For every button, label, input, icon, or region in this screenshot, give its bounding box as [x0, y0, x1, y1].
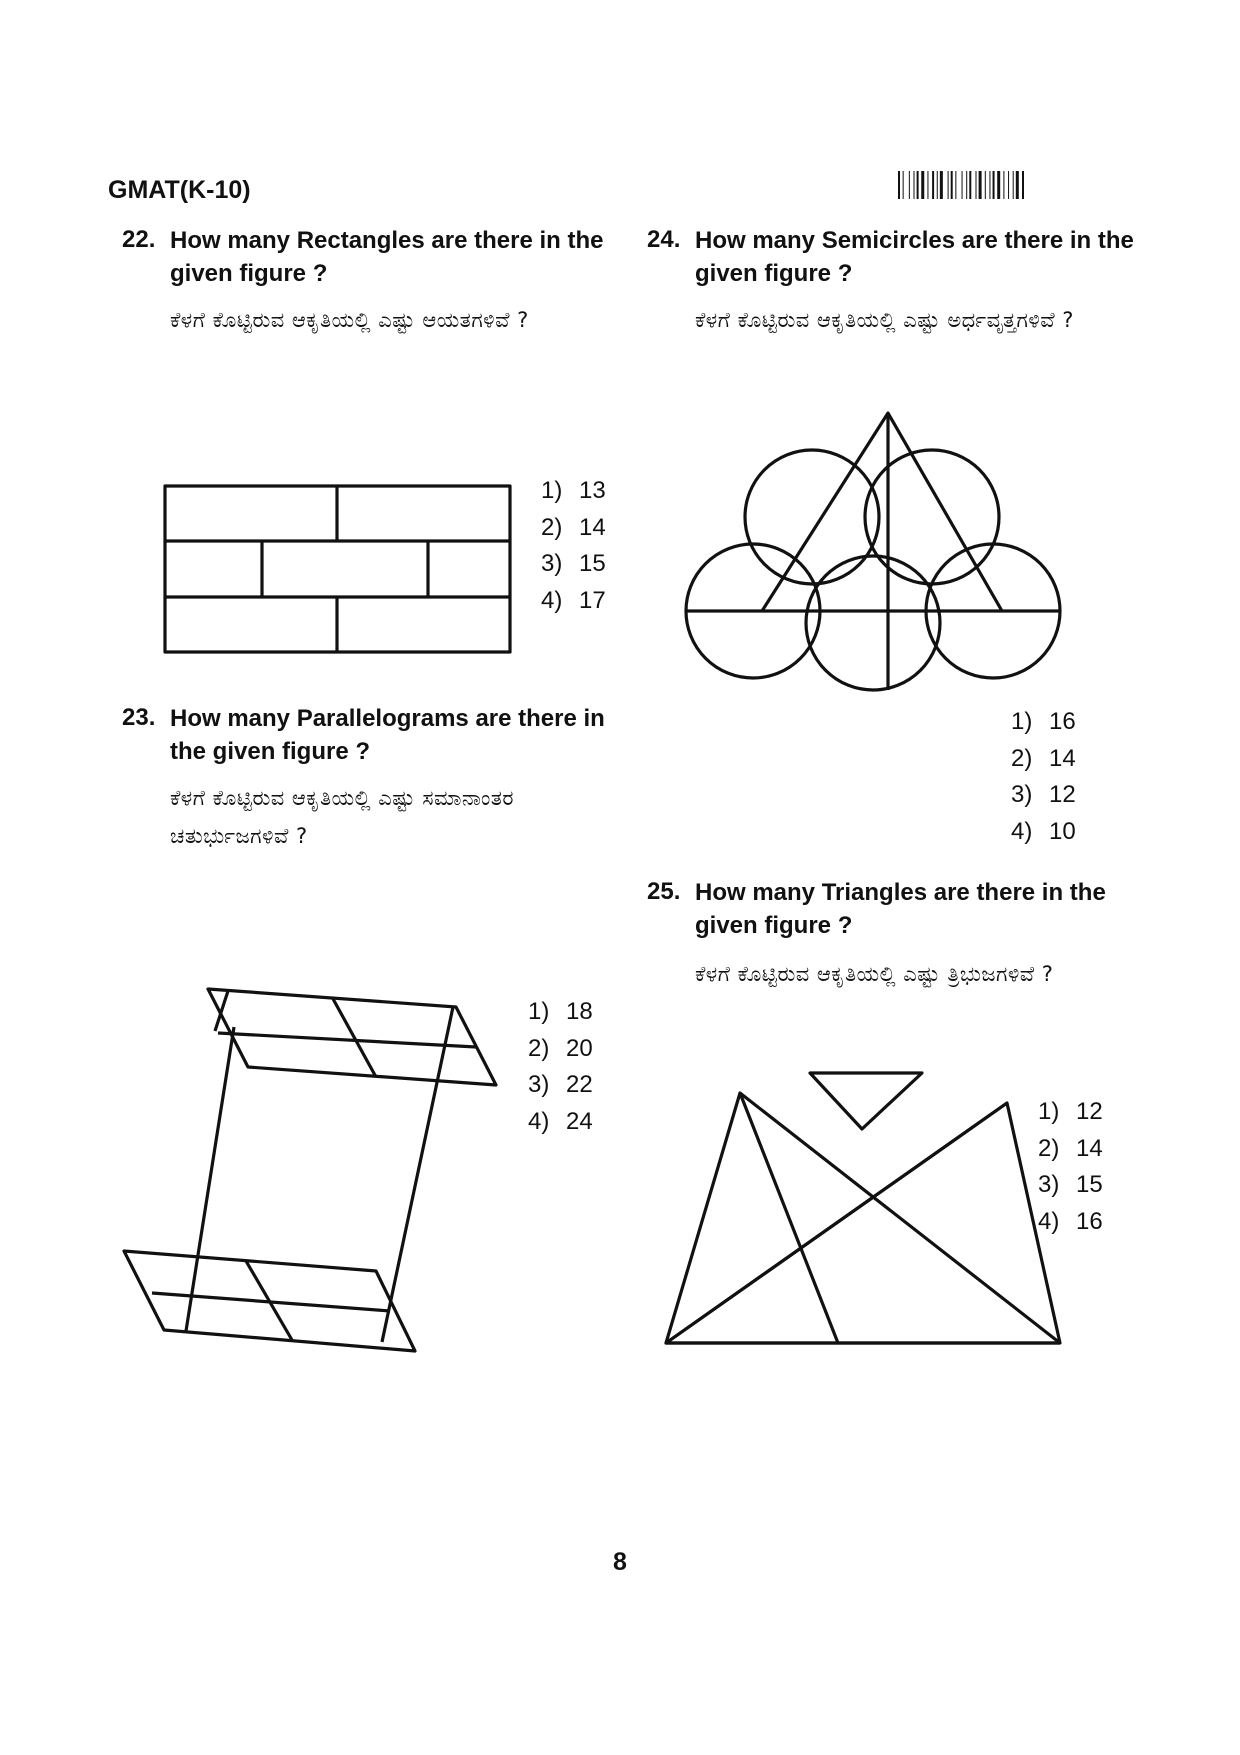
- semicircles-figure: [680, 405, 1090, 695]
- question-24-number: 24.: [647, 226, 681, 253]
- question-25-options: [1038, 1094, 1103, 1240]
- question-25-number: 25.: [647, 878, 681, 905]
- question-23-number: 23.: [122, 704, 156, 731]
- barcode-icon: [898, 171, 1108, 199]
- page-number: 8: [613, 1548, 627, 1576]
- exam-code: GMAT(K-10): [108, 176, 251, 204]
- option-3[interactable]: 3) 22: [528, 1071, 593, 1098]
- question-23-text: How many Parallelograms are there in the given figure ?: [170, 705, 605, 765]
- option-3[interactable]: 3) 12: [1011, 781, 1076, 808]
- option-2[interactable]: 2) 14: [1011, 744, 1076, 772]
- question-22-number: 22.: [122, 226, 156, 253]
- option-2[interactable]: 2) 20: [528, 1034, 593, 1062]
- option-3[interactable]: 3) 15: [1038, 1171, 1103, 1198]
- question-24-kannada: ಕೆಳಗೆ ಕೊಟ್ಟಿರುವ ಆಕೃತಿಯಲ್ಲಿ ಎಷ್ಟು ಅರ್ಧವೃತ್ತಗಳಿವೆ ?: [695, 308, 1074, 332]
- question-23-options: [528, 994, 593, 1140]
- question-23-kannada: ಕೆಳಗೆ ಕೊಟ್ಟಿರುವ ಆಕೃತಿಯಲ್ಲಿ ಎಷ್ಟು ಸಮಾನಾಂತರ ಚತುರ್ಭುಜಗಳಿವೆ ?: [170, 786, 515, 848]
- option-2[interactable]: 2) 14: [1038, 1134, 1103, 1162]
- option-1[interactable]: 1) 12: [1038, 1098, 1103, 1125]
- triangles-figure: [662, 1065, 1072, 1355]
- question-25-kannada: ಕೆಳಗೆ ಕೊಟ್ಟಿರುವ ಆಕೃತಿಯಲ್ಲಿ ಎಷ್ಟು ತ್ರಿಭುಜಗಳಿವೆ ?: [695, 962, 1054, 986]
- question-22-options: [541, 473, 606, 619]
- rectangles-figure: [160, 482, 515, 657]
- question-25-text: How many Triangles are there in the given figure ?: [695, 879, 1106, 939]
- option-1[interactable]: 1) 16: [1011, 708, 1076, 735]
- question-24-text: How many Semicircles are there in the given figure ?: [695, 227, 1134, 287]
- option-4[interactable]: 4) 17: [541, 586, 606, 614]
- question-22-kannada: ಕೆಳಗೆ ಕೊಟ್ಟಿರುವ ಆಕೃತಿಯಲ್ಲಿ ಎಷ್ಟು ಆಯತಗಳಿವೆ ?: [170, 308, 529, 332]
- option-1[interactable]: 1) 13: [541, 477, 606, 504]
- option-2[interactable]: 2) 14: [541, 513, 606, 541]
- question-22-text: How many Rectangles are there in the given figure ?: [170, 227, 604, 287]
- question-24-options: [1011, 704, 1076, 850]
- option-4[interactable]: 4) 10: [1011, 817, 1076, 845]
- parallelograms-figure: [120, 985, 510, 1355]
- option-4[interactable]: 4) 16: [1038, 1207, 1103, 1235]
- option-1[interactable]: 1) 18: [528, 998, 593, 1025]
- option-4[interactable]: 4) 24: [528, 1107, 593, 1135]
- option-3[interactable]: 3) 15: [541, 550, 606, 577]
